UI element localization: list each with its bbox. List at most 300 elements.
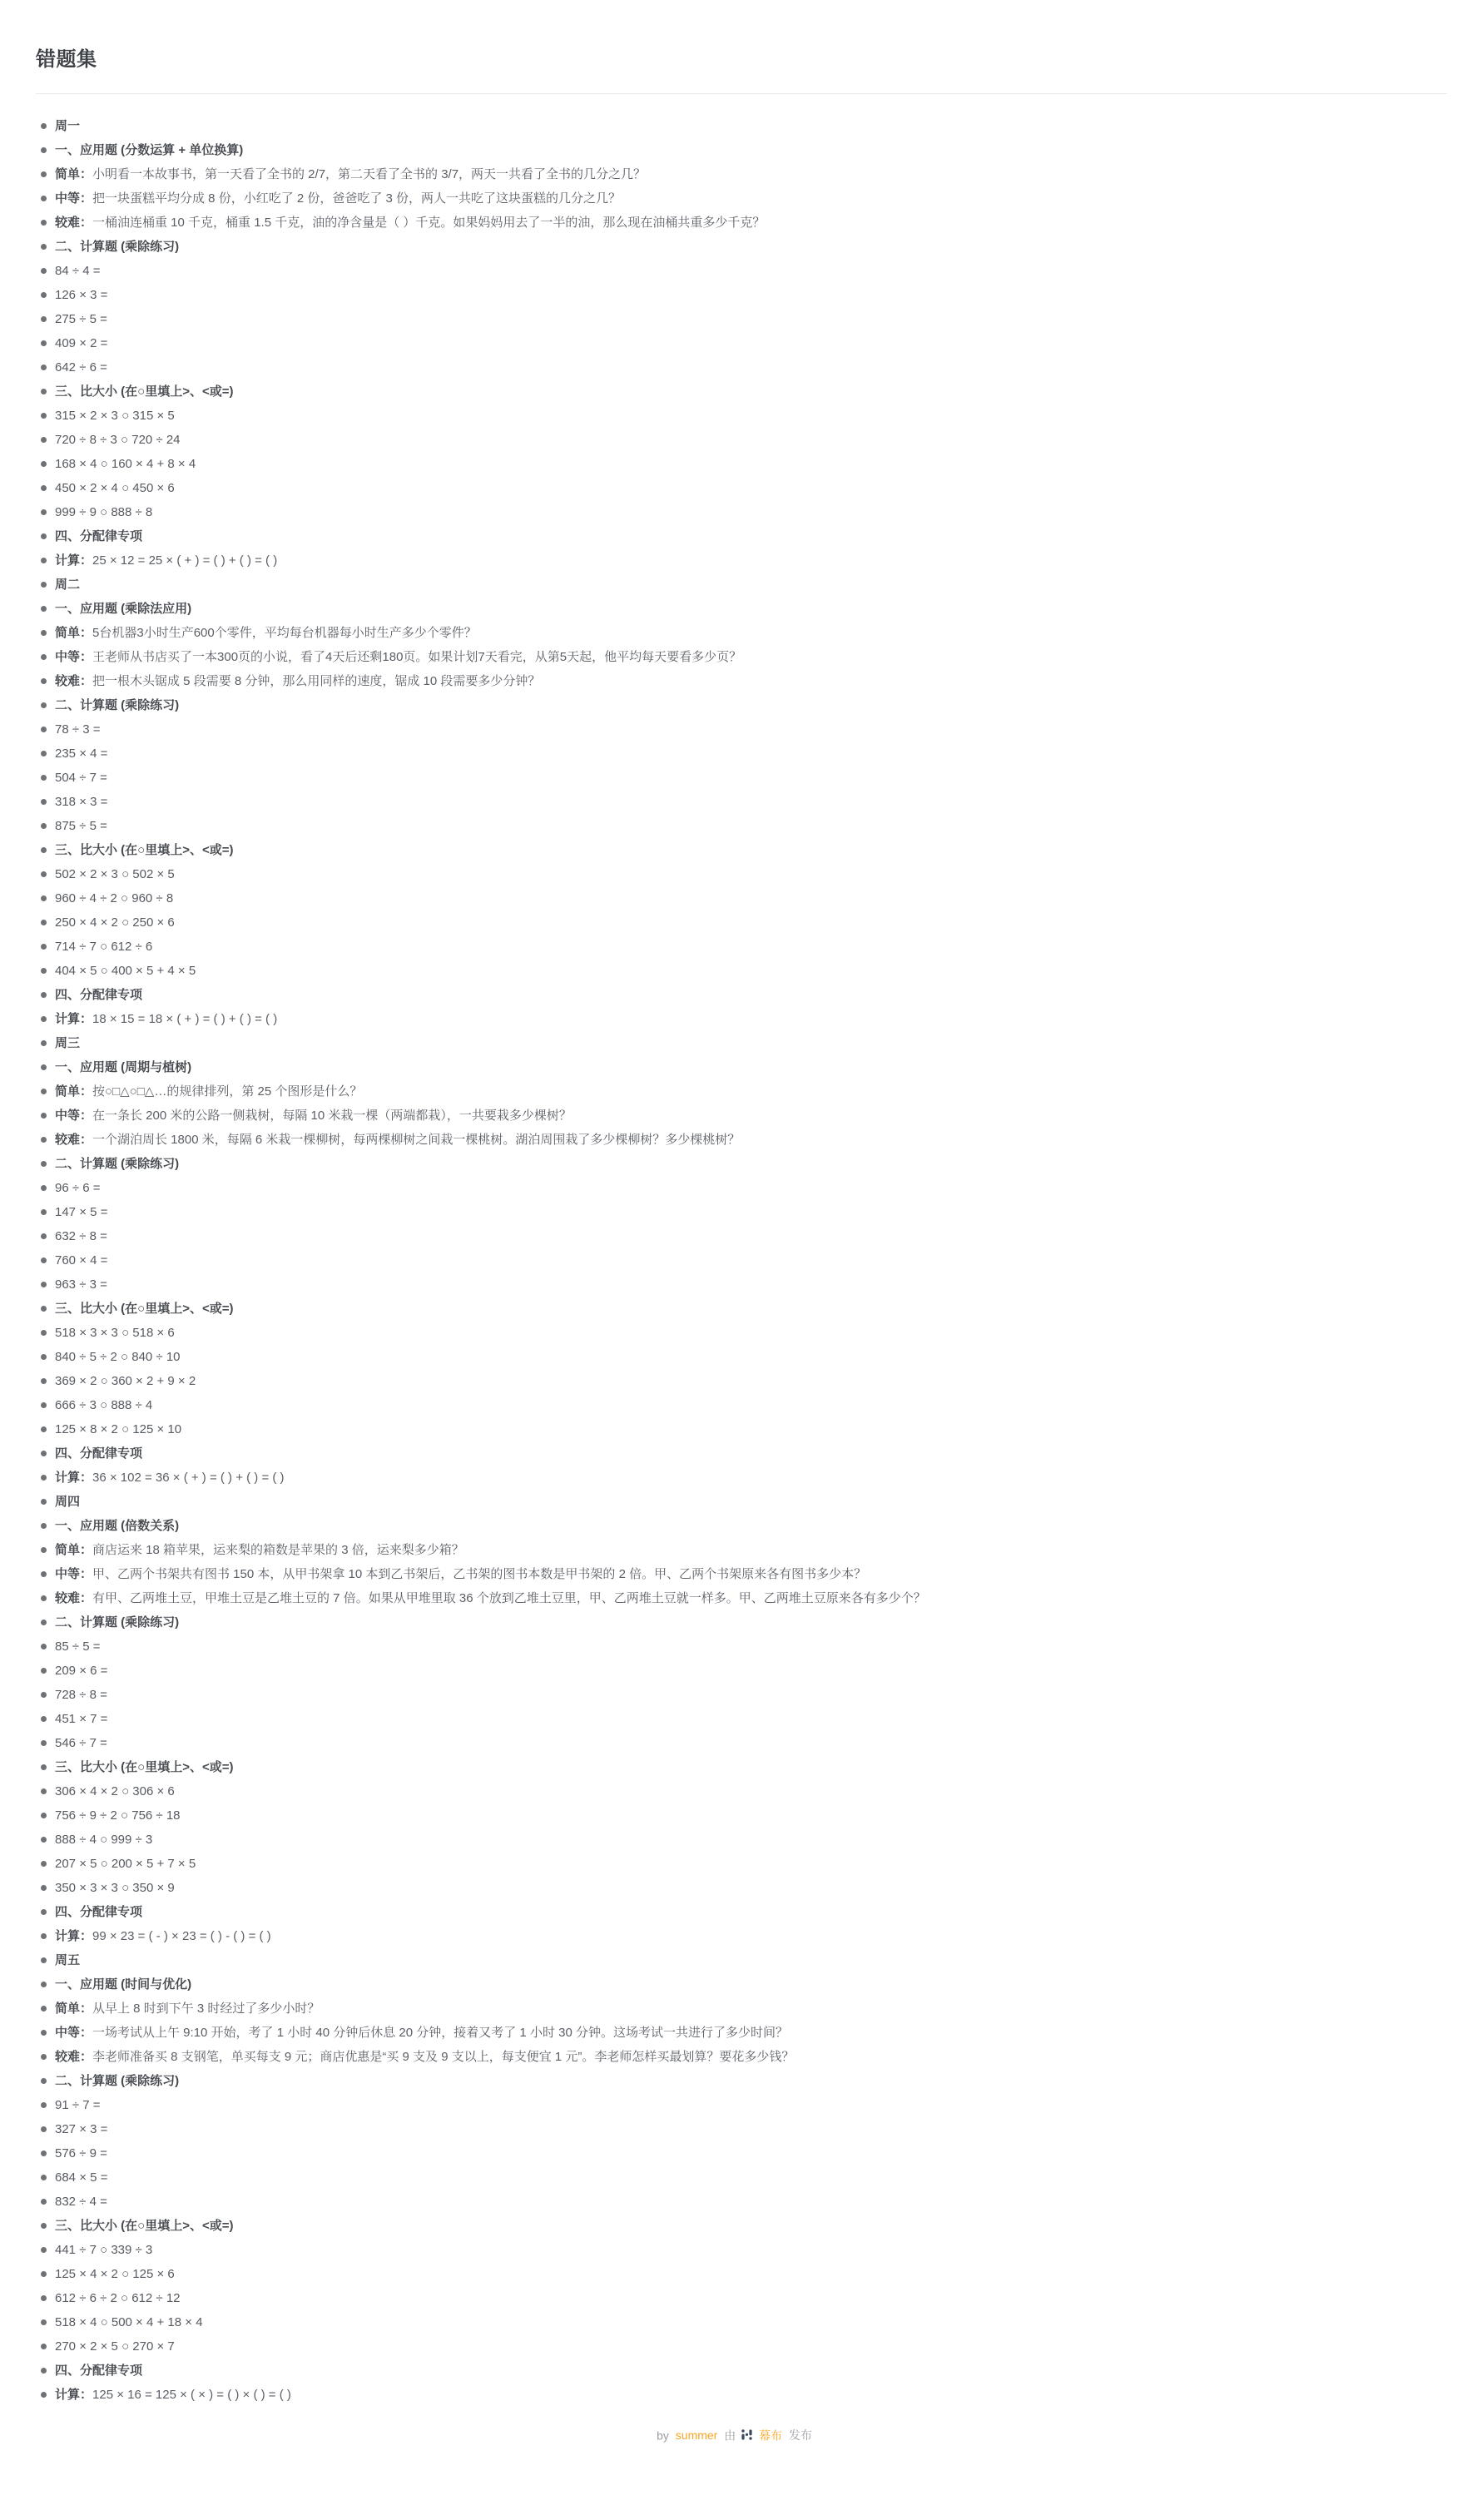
bullet-icon [41, 1233, 47, 1239]
bullet-icon [41, 2368, 47, 2374]
math-expression: 250 × 4 × 2 ○ 250 × 6 [55, 915, 175, 930]
list-item [36, 766, 1472, 790]
math-expression: 306 × 4 × 2 ○ 306 × 6 [55, 1784, 175, 1798]
item-text: 18 × 15 = 18 × ( + ) = ( ) + ( ) = ( ) [92, 1012, 278, 1026]
bullet-icon [41, 871, 47, 877]
list-item [36, 162, 1472, 186]
bullet-icon [41, 678, 47, 684]
list-item [36, 379, 1472, 404]
item-text: 25 × 12 = 25 × ( + ) = ( ) + ( ) = ( ) [92, 553, 278, 568]
list-item [36, 862, 1472, 886]
list-item [36, 186, 1472, 211]
item-text: 99 × 23 = ( - ) × 23 = ( ) - ( ) = ( ) [92, 1929, 271, 1943]
math-expression: 518 × 4 ○ 500 × 4 + 18 × 4 [55, 2315, 203, 2329]
bullet-icon [41, 365, 47, 370]
list-item [36, 959, 1472, 983]
list-item [36, 1079, 1472, 1104]
bullet-icon [41, 1644, 47, 1649]
list-item [36, 1852, 1472, 1876]
item-text: 二、计算题 (乘除练习) [55, 698, 180, 712]
difficulty-label: 较难： [55, 674, 93, 688]
bullet-icon [41, 2175, 47, 2180]
item-text: 周五 [55, 1953, 81, 1967]
math-expression: 450 × 2 × 4 ○ 450 × 6 [55, 481, 175, 495]
list-item [36, 404, 1472, 428]
bullet-icon [41, 1595, 47, 1601]
bullet-icon [41, 1668, 47, 1674]
bullet-icon [41, 968, 47, 974]
list-item [36, 2165, 1472, 2190]
math-expression: 518 × 3 × 3 ○ 518 × 6 [55, 1326, 175, 1340]
list-item [36, 1490, 1472, 1514]
list-item [36, 1948, 1472, 1972]
math-expression: 209 × 6 = [55, 1664, 108, 1678]
bullet-icon [41, 437, 47, 443]
bullet-icon [41, 1209, 47, 1215]
difficulty-label: 较难： [55, 1133, 93, 1147]
item-text: 一、应用题 (倍数关系) [55, 1519, 180, 1533]
list-item [36, 1104, 1472, 1128]
list-item [36, 283, 1472, 307]
item-text: 三、比大小 (在○里填上>、<或=) [55, 1760, 234, 1774]
list-item [36, 983, 1472, 1007]
bullet-icon [41, 702, 47, 708]
difficulty-label: 中等： [55, 2026, 93, 2040]
list-item [36, 1417, 1472, 1441]
math-expression: 78 ÷ 3 = [55, 722, 101, 737]
bullet-icon [41, 2247, 47, 2253]
bullet-icon [41, 630, 47, 636]
math-expression: 126 × 3 = [55, 288, 108, 302]
bullet-icon [41, 895, 47, 901]
list-item [36, 1635, 1472, 1659]
bullet-icon [41, 558, 47, 563]
list-item [36, 717, 1472, 742]
math-expression: 960 ÷ 4 ÷ 2 ○ 960 ÷ 8 [55, 891, 174, 905]
bullet-icon [41, 1885, 47, 1891]
list-item [36, 886, 1472, 910]
bullet-icon [41, 2392, 47, 2398]
mubu-logo-shapes [741, 2429, 751, 2439]
bullet-icon [41, 1040, 47, 1046]
bullet-icon [41, 316, 47, 322]
list-item [36, 2093, 1472, 2117]
list-item [36, 1779, 1472, 1803]
list-item [36, 1997, 1472, 2021]
bullet-icon [41, 2223, 47, 2229]
math-expression: 84 ÷ 4 = [55, 264, 101, 278]
bullet-icon [41, 1837, 47, 1843]
bullet-icon [41, 1402, 47, 1408]
math-expression: 888 ÷ 4 ○ 999 ÷ 3 [55, 1833, 153, 1847]
list-item [36, 1128, 1472, 1152]
bullet-icon [41, 1089, 47, 1094]
list-item [36, 259, 1472, 283]
item-text: 二、计算题 (乘除练习) [55, 2074, 180, 2088]
list-item [36, 2021, 1472, 2045]
bullet-icon [41, 944, 47, 950]
math-expression: 125 × 4 × 2 ○ 125 × 6 [55, 2267, 175, 2281]
list-item [36, 2069, 1472, 2093]
list-item [36, 2238, 1472, 2262]
list-item [36, 1659, 1472, 1683]
list-item [36, 548, 1472, 573]
math-expression: 546 ÷ 7 = [55, 1736, 107, 1750]
difficulty-label: 较难： [55, 1591, 93, 1605]
math-expression: 632 ÷ 8 = [55, 1229, 107, 1243]
item-text: 一、应用题 (乘除法应用) [55, 602, 192, 616]
item-text: 三、比大小 (在○里填上>、<或=) [55, 1302, 234, 1316]
math-expression: 91 ÷ 7 = [55, 2098, 101, 2112]
bullet-icon [41, 147, 47, 153]
bullet-icon [41, 509, 47, 515]
bullet-icon [41, 1282, 47, 1287]
list-item [36, 428, 1472, 452]
bullet-icon [41, 1740, 47, 1746]
bullet-icon [41, 2319, 47, 2325]
bullet-icon [41, 727, 47, 732]
difficulty-label: 计算： [55, 2388, 93, 2402]
problem-list [36, 114, 1472, 2407]
item-text: 一场考试从上午 9:10 开始，考了 1 小时 40 分钟后休息 20 分钟，接着又考了 1 小时 30 分钟。这场考试一共进行了多少时间？ [92, 2026, 788, 2040]
difficulty-label: 简单： [55, 1084, 93, 1099]
bullet-icon [41, 1982, 47, 1987]
bullet-icon [41, 654, 47, 660]
list-item [36, 1441, 1472, 1466]
bullet-icon [41, 775, 47, 781]
list-item [36, 524, 1472, 548]
item-text: 二、计算题 (乘除练习) [55, 1157, 180, 1171]
difficulty-label: 中等： [55, 650, 93, 664]
bullet-icon [41, 1330, 47, 1336]
bullet-icon [41, 1185, 47, 1191]
math-expression: 502 × 2 × 3 ○ 502 × 5 [55, 867, 175, 881]
math-expression: 832 ÷ 4 = [55, 2195, 107, 2209]
bullet-icon [41, 1354, 47, 1360]
math-expression: 275 ÷ 5 = [55, 312, 107, 326]
bullet-icon [41, 2295, 47, 2301]
list-item [36, 2214, 1472, 2238]
list-item [36, 838, 1472, 862]
list-item [36, 452, 1472, 476]
list-item [36, 307, 1472, 331]
list-item [36, 1248, 1472, 1272]
item-text: 王老师从书店买了一本300页的小说，看了4天后还剩180页。如果计划7天看完，从第5天起，他平均每天要看多少页？ [92, 650, 742, 664]
difficulty-label: 计算： [55, 1471, 93, 1485]
bullet-icon [41, 533, 47, 539]
item-text: 一桶油连桶重 10 千克，桶重 1.5 千克，油的净含量是（ ）千克。如果妈妈用去了一半的油，那么现在油桶共重多少千克？ [92, 216, 766, 230]
bullet-icon [41, 1064, 47, 1070]
title-divider [36, 93, 1447, 94]
bullet-icon [41, 1957, 47, 1963]
item-text: 一、应用题 (时间与优化) [55, 1977, 192, 1992]
item-text: 按○□△○□△…的规律排列，第 25 个图形是什么？ [92, 1084, 363, 1099]
list-item [36, 2141, 1472, 2165]
item-text: 36 × 102 = 36 × ( + ) = ( ) + ( ) = ( ) [92, 1471, 285, 1485]
list-item [36, 669, 1472, 693]
bullet-icon [41, 1813, 47, 1818]
list-item [36, 2359, 1472, 2383]
list-item [36, 1369, 1472, 1393]
math-expression: 756 ÷ 9 ÷ 2 ○ 756 ÷ 18 [55, 1808, 181, 1823]
list-item [36, 1031, 1472, 1055]
list-item [36, 2286, 1472, 2310]
math-expression: 350 × 3 × 3 ○ 350 × 9 [55, 1881, 175, 1895]
math-expression: 125 × 8 × 2 ○ 125 × 10 [55, 1422, 182, 1436]
item-text: 三、比大小 (在○里填上>、<或=) [55, 2219, 234, 2233]
list-item [36, 2383, 1472, 2407]
list-item [36, 2334, 1472, 2359]
bullet-icon [41, 1909, 47, 1915]
item-text: 小明看一本故事书，第一天看了全书的 2/7，第二天看了全书的 3/7，两天一共看了全书的几分之几？ [92, 167, 647, 181]
list-item [36, 790, 1472, 814]
list-item [36, 1586, 1472, 1610]
footer-action-label: 发布 [788, 2428, 812, 2443]
list-item [36, 331, 1472, 355]
item-text: 李老师准备买 8 支钢笔，单买每支 9 元；商店优惠是“买 9 支及 9 支以上，每支便宜 1 元”。李老师怎样买最划算？要花多少钱？ [92, 2050, 795, 2064]
list-item [36, 1007, 1472, 1031]
bullet-icon [41, 2271, 47, 2277]
math-expression: 451 × 7 = [55, 1712, 108, 1726]
mubu-logo-icon [741, 2428, 753, 2441]
difficulty-label: 中等： [55, 1109, 93, 1123]
list-item [36, 1972, 1472, 1997]
math-expression: 684 × 5 = [55, 2170, 108, 2185]
bullet-icon [41, 2030, 47, 2036]
list-item [36, 138, 1472, 162]
bullet-icon [41, 2078, 47, 2084]
math-expression: 840 ÷ 5 ÷ 2 ○ 840 ÷ 10 [55, 1350, 181, 1364]
math-expression: 875 ÷ 5 = [55, 819, 107, 833]
bullet-icon [41, 920, 47, 925]
bullet-icon [41, 461, 47, 467]
list-item [36, 2117, 1472, 2141]
bullet-icon [41, 340, 47, 346]
list-item [36, 476, 1472, 500]
bullet-icon [41, 1571, 47, 1577]
list-item [36, 355, 1472, 379]
list-item [36, 1924, 1472, 1948]
item-text: 四、分配律专项 [55, 988, 143, 1002]
item-text: 有甲、乙两堆土豆，甲堆土豆是乙堆土豆的 7 倍。如果从甲堆里取 36 个放到乙堆土豆里，甲、乙两堆土豆就一样多。甲、乙两堆土豆原来各有多少个？ [92, 1591, 926, 1605]
bullet-icon [41, 196, 47, 201]
math-expression: 728 ÷ 8 = [55, 1688, 107, 1702]
list-item [36, 1345, 1472, 1369]
bullet-icon [41, 1137, 47, 1143]
bullet-icon [41, 1861, 47, 1867]
math-expression: 96 ÷ 6 = [55, 1181, 101, 1195]
list-item [36, 1393, 1472, 1417]
math-expression: 147 × 5 = [55, 1205, 108, 1219]
item-text: 四、分配律专项 [55, 1446, 143, 1461]
math-expression: 327 × 3 = [55, 2122, 108, 2136]
bullet-icon [41, 2006, 47, 2012]
math-expression: 576 ÷ 9 = [55, 2146, 107, 2160]
item-text: 5台机器3小时生产600个零件，平均每台机器每小时生产多少个零件？ [92, 626, 477, 640]
bullet-icon [41, 1016, 47, 1022]
list-item [36, 910, 1472, 935]
item-text: 三、比大小 (在○里填上>、<或=) [55, 843, 234, 857]
page-title: 错题集 [36, 48, 97, 71]
list-item [36, 1707, 1472, 1731]
difficulty-label: 简单： [55, 2002, 93, 2016]
list-item [36, 2262, 1472, 2286]
footer [0, 2426, 1472, 2443]
math-expression: 270 × 2 × 5 ○ 270 × 7 [55, 2339, 175, 2354]
bullet-icon [41, 1451, 47, 1456]
bullet-icon [41, 268, 47, 274]
bullet-icon [41, 1426, 47, 1432]
list-item [36, 1466, 1472, 1490]
item-text: 一、应用题 (周期与植树) [55, 1060, 192, 1074]
footer-author-link[interactable]: summer [675, 2428, 718, 2443]
bullet-icon [41, 389, 47, 394]
bullet-icon [41, 1692, 47, 1698]
footer-by-label: by [657, 2428, 669, 2443]
math-expression: 612 ÷ 6 ÷ 2 ○ 612 ÷ 12 [55, 2291, 181, 2305]
item-text: 三、比大小 (在○里填上>、<或=) [55, 384, 234, 399]
list-item [36, 645, 1472, 669]
list-item [36, 2190, 1472, 2214]
list-item [36, 2045, 1472, 2069]
item-text: 四、分配律专项 [55, 2364, 143, 2378]
list-item [36, 1803, 1472, 1828]
item-text: 从早上 8 时到下午 3 时经过了多少小时？ [92, 2002, 320, 2016]
footer-publisher-link[interactable]: 幕布 [759, 2428, 783, 2443]
difficulty-label: 计算： [55, 553, 93, 568]
item-text: 一、应用题 (分数运算 + 单位换算) [55, 143, 244, 157]
list-item [36, 500, 1472, 524]
difficulty-label: 较难： [55, 216, 93, 230]
difficulty-label: 计算： [55, 1929, 93, 1943]
list-item [36, 742, 1472, 766]
math-expression: 85 ÷ 5 = [55, 1639, 101, 1654]
list-item [36, 1176, 1472, 1200]
math-expression: 369 × 2 ○ 360 × 2 + 9 × 2 [55, 1374, 196, 1388]
bullet-icon [41, 220, 47, 226]
item-text: 周三 [55, 1036, 81, 1050]
bullet-icon [41, 485, 47, 491]
list-item [36, 1272, 1472, 1297]
bullet-icon [41, 847, 47, 853]
list-item [36, 1152, 1472, 1176]
bullet-icon [41, 1258, 47, 1263]
bullet-icon [41, 1620, 47, 1625]
list-item [36, 1321, 1472, 1345]
bullet-icon [41, 751, 47, 756]
math-expression: 404 × 5 ○ 400 × 5 + 4 × 5 [55, 964, 196, 978]
bullet-icon [41, 1788, 47, 1794]
list-item [36, 1538, 1472, 1562]
bullet-icon [41, 2054, 47, 2060]
item-text: 四、分配律专项 [55, 1905, 143, 1919]
difficulty-label: 中等： [55, 191, 93, 206]
bullet-icon [41, 1547, 47, 1553]
bullet-icon [41, 2126, 47, 2132]
list-item [36, 693, 1472, 717]
list-item [36, 114, 1472, 138]
bullet-icon [41, 799, 47, 805]
difficulty-label: 计算： [55, 1012, 93, 1026]
bullet-icon [41, 1113, 47, 1119]
list-item [36, 621, 1472, 645]
math-expression: 666 ÷ 3 ○ 888 ÷ 4 [55, 1398, 153, 1412]
bullet-icon [41, 2150, 47, 2156]
bullet-icon [41, 1499, 47, 1505]
list-item [36, 1055, 1472, 1079]
item-text: 一个湖泊周长 1800 米，每隔 6 米栽一棵柳树，每两棵柳树之间栽一棵桃树。湖泊周围栽了多少棵柳树？多少棵桃树？ [92, 1133, 741, 1147]
math-expression: 504 ÷ 7 = [55, 771, 107, 785]
item-text: 把一块蛋糕平均分成 8 份，小红吃了 2 份，爸爸吃了 3 份，两人一共吃了这块蛋糕的几分之几？ [92, 191, 622, 206]
item-text: 四、分配律专项 [55, 529, 143, 543]
math-expression: 235 × 4 = [55, 747, 108, 761]
math-expression: 642 ÷ 6 = [55, 360, 107, 375]
math-expression: 168 × 4 ○ 160 × 4 + 8 × 4 [55, 457, 196, 471]
list-item [36, 1514, 1472, 1538]
list-item [36, 1200, 1472, 1224]
list-item [36, 1610, 1472, 1635]
item-text: 二、计算题 (乘除练习) [55, 1615, 180, 1630]
list-item [36, 935, 1472, 959]
item-text: 周二 [55, 578, 81, 592]
footer-via-label: 由 [724, 2428, 736, 2443]
list-item [36, 1224, 1472, 1248]
list-item [36, 1828, 1472, 1852]
item-text: 甲、乙两个书架共有图书 150 本，从甲书架拿 10 本到乙书架后，乙书架的图书本数是甲书架的 2 倍。甲、乙两个书架原来各有图书多少本？ [92, 1567, 867, 1581]
list-item [36, 814, 1472, 838]
math-expression: 963 ÷ 3 = [55, 1277, 107, 1292]
math-expression: 318 × 3 = [55, 795, 108, 809]
list-item [36, 1755, 1472, 1779]
bullet-icon [41, 992, 47, 998]
bullet-icon [41, 1161, 47, 1167]
bullet-icon [41, 123, 47, 129]
list-item [36, 1900, 1472, 1924]
difficulty-label: 简单： [55, 167, 93, 181]
list-item [36, 1562, 1472, 1586]
list-item [36, 1683, 1472, 1707]
list-item [36, 211, 1472, 235]
bullet-icon [41, 1523, 47, 1529]
list-item [36, 1731, 1472, 1755]
item-text: 周四 [55, 1495, 81, 1509]
item-text: 二、计算题 (乘除练习) [55, 240, 180, 254]
list-item [36, 1876, 1472, 1900]
bullet-icon [41, 582, 47, 588]
list-item [36, 2310, 1472, 2334]
difficulty-label: 简单： [55, 626, 93, 640]
list-item [36, 573, 1472, 597]
bullet-icon [41, 823, 47, 829]
difficulty-label: 较难： [55, 2050, 93, 2064]
bullet-icon [41, 1475, 47, 1481]
math-expression: 720 ÷ 8 ÷ 3 ○ 720 ÷ 24 [55, 433, 181, 447]
bullet-icon [41, 1764, 47, 1770]
list-item [36, 597, 1472, 621]
bullet-icon [41, 1306, 47, 1312]
math-expression: 207 × 5 ○ 200 × 5 + 7 × 5 [55, 1857, 196, 1871]
bullet-icon [41, 1378, 47, 1384]
math-expression: 714 ÷ 7 ○ 612 ÷ 6 [55, 940, 153, 954]
difficulty-label: 简单： [55, 1543, 93, 1557]
bullet-icon [41, 292, 47, 298]
list-item [36, 1297, 1472, 1321]
list-item [36, 235, 1472, 259]
bullet-icon [41, 413, 47, 419]
math-expression: 409 × 2 = [55, 336, 108, 350]
math-expression: 760 × 4 = [55, 1253, 108, 1267]
bullet-icon [41, 1716, 47, 1722]
